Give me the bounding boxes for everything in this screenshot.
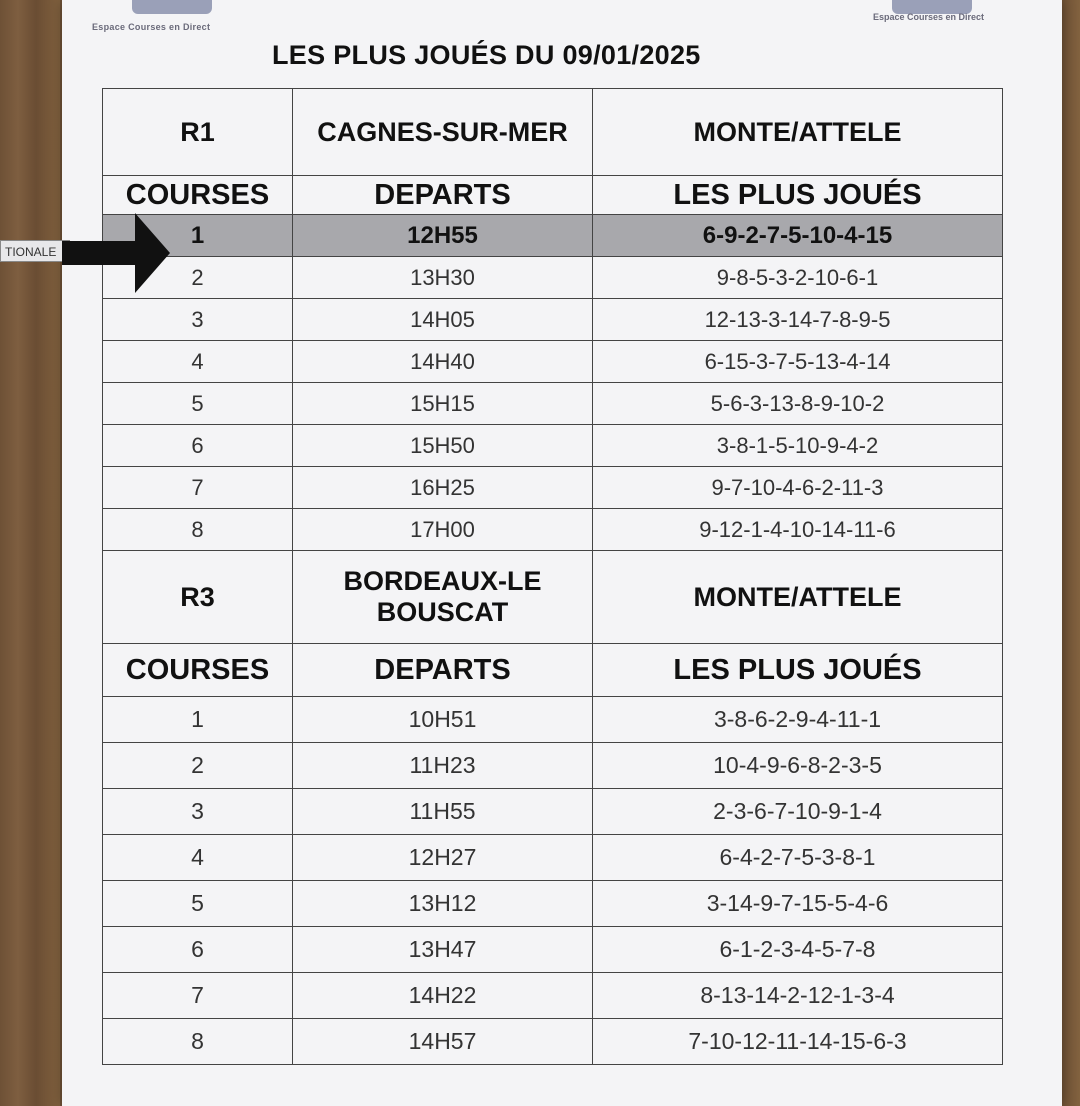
depart-time: 14H05 — [293, 299, 593, 341]
plus-joues: 6-15-3-7-5-13-4-14 — [593, 341, 1003, 383]
r1-hippodrome: CAGNES-SUR-MER — [293, 89, 593, 176]
table-row — [103, 789, 1003, 835]
plus-joues: 8-13-14-2-12-1-3-4 — [593, 973, 1003, 1019]
course-number: 5 — [103, 383, 293, 425]
course-number: 6 — [103, 425, 293, 467]
course-number: 1 — [103, 697, 293, 743]
races-table — [102, 88, 1003, 1065]
course-number: 2 — [103, 743, 293, 789]
r3-columns-row — [103, 644, 1003, 697]
r3-reunion: R3 — [103, 551, 293, 644]
plus-joues: 9-8-5-3-2-10-6-1 — [593, 257, 1003, 299]
course-number: 3 — [103, 789, 293, 835]
r3-col-courses: COURSES — [103, 644, 293, 697]
plus-joues: 9-12-1-4-10-14-11-6 — [593, 509, 1003, 551]
course-number: 8 — [103, 509, 293, 551]
depart-time: 14H22 — [293, 973, 593, 1019]
course-number: 3 — [103, 299, 293, 341]
plus-joues: 6-4-2-7-5-3-8-1 — [593, 835, 1003, 881]
arrow-icon — [0, 213, 170, 293]
plus-joues: 2-3-6-7-10-9-1-4 — [593, 789, 1003, 835]
table-row — [103, 215, 1003, 257]
plus-joues: 10-4-9-6-8-2-3-5 — [593, 743, 1003, 789]
r3-hippodrome: BORDEAUX-LE BOUSCAT — [293, 551, 593, 644]
depart-time: 14H40 — [293, 341, 593, 383]
depart-time: 13H47 — [293, 927, 593, 973]
table-row — [103, 973, 1003, 1019]
left-logo-text: Espace Courses en Direct — [92, 22, 211, 32]
plus-joues: 5-6-3-13-8-9-10-2 — [593, 383, 1003, 425]
course-number: 6 — [103, 927, 293, 973]
course-number: 4 — [103, 835, 293, 881]
table-row — [103, 697, 1003, 743]
depart-time: 15H15 — [293, 383, 593, 425]
depart-time: 13H30 — [293, 257, 593, 299]
r1-col-plus-joues: LES PLUS JOUÉS — [593, 176, 1003, 215]
r1-discipline: MONTE/ATTELE — [593, 89, 1003, 176]
course-number: 1 — [103, 215, 293, 257]
table-row — [103, 341, 1003, 383]
table-row — [103, 835, 1003, 881]
depart-time: 17H00 — [293, 509, 593, 551]
r1-col-courses: COURSES — [103, 176, 293, 215]
plus-joues: 3-14-9-7-15-5-4-6 — [593, 881, 1003, 927]
r3-header-row — [103, 551, 1003, 644]
page-title: LES PLUS JOUÉS DU 09/01/2025 — [272, 40, 701, 70]
r1-col-departs: DEPARTS — [293, 176, 593, 215]
table-row — [103, 509, 1003, 551]
r1-header-row — [103, 89, 1003, 176]
table-row — [103, 1019, 1003, 1065]
plus-joues: 12-13-3-14-7-8-9-5 — [593, 299, 1003, 341]
course-number: 8 — [103, 1019, 293, 1065]
side-tag: TIONALE — [0, 240, 70, 262]
depart-time: 15H50 — [293, 425, 593, 467]
course-number: 7 — [103, 467, 293, 509]
plus-joues: 3-8-1-5-10-9-4-2 — [593, 425, 1003, 467]
plus-joues: 6-1-2-3-4-5-7-8 — [593, 927, 1003, 973]
plus-joues: 3-8-6-2-9-4-11-1 — [593, 697, 1003, 743]
r3-discipline: MONTE/ATTELE — [593, 551, 1003, 644]
right-logo-text: Espace Courses en Direct — [872, 12, 984, 22]
depart-time: 16H25 — [293, 467, 593, 509]
depart-time: 11H23 — [293, 743, 593, 789]
plus-joues: 6-9-2-7-5-10-4-15 — [593, 215, 1003, 257]
table-row — [103, 299, 1003, 341]
depart-time: 10H51 — [293, 697, 593, 743]
depart-time: 12H27 — [293, 835, 593, 881]
printed-sheet — [62, 0, 1062, 1106]
r3-col-departs: DEPARTS — [293, 644, 593, 697]
depart-time: 14H57 — [293, 1019, 593, 1065]
table-row — [103, 425, 1003, 467]
plus-joues: 9-7-10-4-6-2-11-3 — [593, 467, 1003, 509]
course-number: 4 — [103, 341, 293, 383]
table-row — [103, 927, 1003, 973]
course-number: 5 — [103, 881, 293, 927]
depart-time: 12H55 — [293, 215, 593, 257]
table-row — [103, 881, 1003, 927]
left-logo-icon — [132, 0, 212, 14]
table-row — [103, 257, 1003, 299]
depart-time: 13H12 — [293, 881, 593, 927]
depart-time: 11H55 — [293, 789, 593, 835]
r1-columns-row — [103, 176, 1003, 215]
plus-joues: 7-10-12-11-14-15-6-3 — [593, 1019, 1003, 1065]
table-row — [103, 383, 1003, 425]
r3-col-plus-joues: LES PLUS JOUÉS — [593, 644, 1003, 697]
table-row — [103, 743, 1003, 789]
table-row — [103, 467, 1003, 509]
course-number: 2 — [103, 257, 293, 299]
course-number: 7 — [103, 973, 293, 1019]
r1-reunion: R1 — [103, 89, 293, 176]
